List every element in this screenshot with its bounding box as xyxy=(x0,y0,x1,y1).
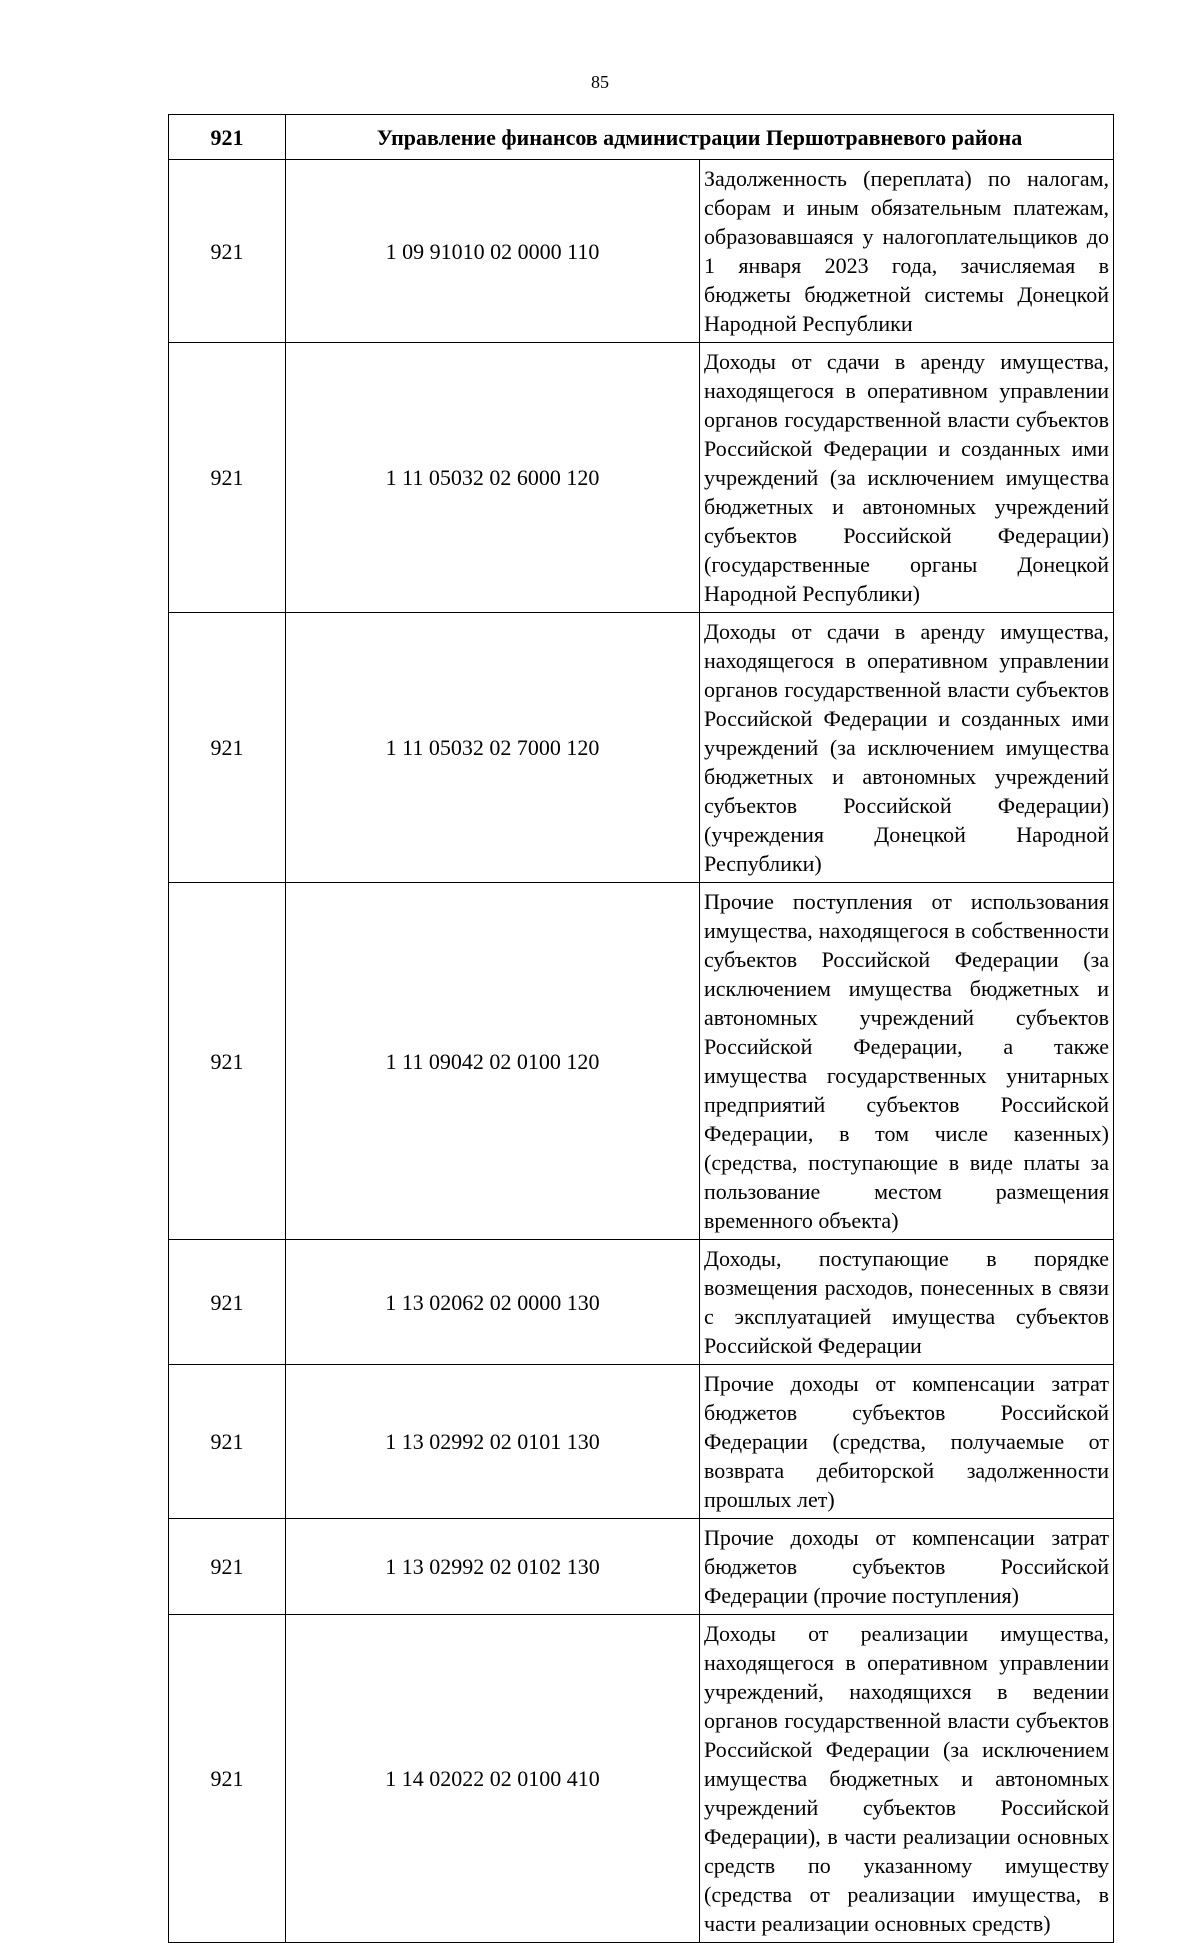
table-row xyxy=(169,883,1114,1240)
table-row xyxy=(169,1615,1114,1943)
table-row xyxy=(169,160,1114,343)
row-admin-code: 921 xyxy=(169,343,286,613)
row-description: Прочие доходы от компенсации затрат бюджетов субъектов Российской Федерации (средства, получаемые от возврата дебиторской задолженности прошлых лет) xyxy=(700,1365,1114,1519)
row-description: Доходы от реализации имущества, находящегося в оперативном управлении учреждений, находящихся в ведении органов государственной власти субъектов Российской Федерации (за исключением имущества бюджетных и автономных учреждений субъектов Российской Федерации), в части реализации основных средств по указанному имуществу (средства от реализации имущества, в части реализации основных средств) xyxy=(700,1615,1114,1943)
row-revenue-code: 1 11 05032 02 6000 120 xyxy=(286,343,700,613)
table-row xyxy=(169,613,1114,883)
table-row xyxy=(169,343,1114,613)
row-description: Доходы от сдачи в аренду имущества, находящегося в оперативном управлении органов государственной власти субъектов Российской Федерации и созданных ими учреждений (за исключением имущества бюджетных и автономных учреждений субъектов Российской Федерации) (учреждения Донецкой Народной Республики) xyxy=(700,613,1114,883)
row-admin-code: 921 xyxy=(169,1615,286,1943)
row-revenue-code: 1 14 02022 02 0100 410 xyxy=(286,1615,700,1943)
row-description: Прочие поступления от использования имущества, находящегося в собственности субъектов Российской Федерации (за исключением имущества бюджетных и автономных учреждений субъектов Российской Федерации, а также имущества государственных унитарных предприятий субъектов Российской Федерации, в том числе казенных) (средства, поступающие в виде платы за пользование местом размещения временного объекта) xyxy=(700,883,1114,1240)
header-admin-code: 921 xyxy=(169,115,286,160)
row-admin-code: 921 xyxy=(169,1240,286,1365)
row-description: Задолженность (переплата) по налогам, сборам и иным обязательным платежам, образовавшаяся у налогоплательщиков до 1 января 2023 года, зачисляемая в бюджеты бюджетной системы Донецкой Народной Республики xyxy=(700,160,1114,343)
row-description: Доходы от сдачи в аренду имущества, находящегося в оперативном управлении органов государственной власти субъектов Российской Федерации и созданных ими учреждений (за исключением имущества бюджетных и автономных учреждений субъектов Российской Федерации) (государственные органы Донецкой Народной Республики) xyxy=(700,343,1114,613)
row-description: Доходы, поступающие в порядке возмещения расходов, понесенных в связи с эксплуатацией имущества субъектов Российской Федерации xyxy=(700,1240,1114,1365)
header-admin-title: Управление финансов администрации Першотравневого района xyxy=(286,115,1114,160)
table-row xyxy=(169,1365,1114,1519)
table-header-row xyxy=(169,115,1114,160)
row-admin-code: 921 xyxy=(169,613,286,883)
row-revenue-code: 1 13 02992 02 0101 130 xyxy=(286,1365,700,1519)
row-revenue-code: 1 11 05032 02 7000 120 xyxy=(286,613,700,883)
row-revenue-code: 1 13 02062 02 0000 130 xyxy=(286,1240,700,1365)
row-description: Прочие доходы от компенсации затрат бюджетов субъектов Российской Федерации (прочие поступления) xyxy=(700,1519,1114,1615)
table-row xyxy=(169,1519,1114,1615)
row-admin-code: 921 xyxy=(169,160,286,343)
row-admin-code: 921 xyxy=(169,883,286,1240)
row-admin-code: 921 xyxy=(169,1519,286,1615)
row-revenue-code: 1 11 09042 02 0100 120 xyxy=(286,883,700,1240)
row-revenue-code: 1 13 02992 02 0102 130 xyxy=(286,1519,700,1615)
table-row xyxy=(169,1240,1114,1365)
row-admin-code: 921 xyxy=(169,1365,286,1519)
revenue-codes-table xyxy=(168,114,1114,1943)
page-number: 85 xyxy=(591,72,609,92)
row-revenue-code: 1 09 91010 02 0000 110 xyxy=(286,160,700,343)
